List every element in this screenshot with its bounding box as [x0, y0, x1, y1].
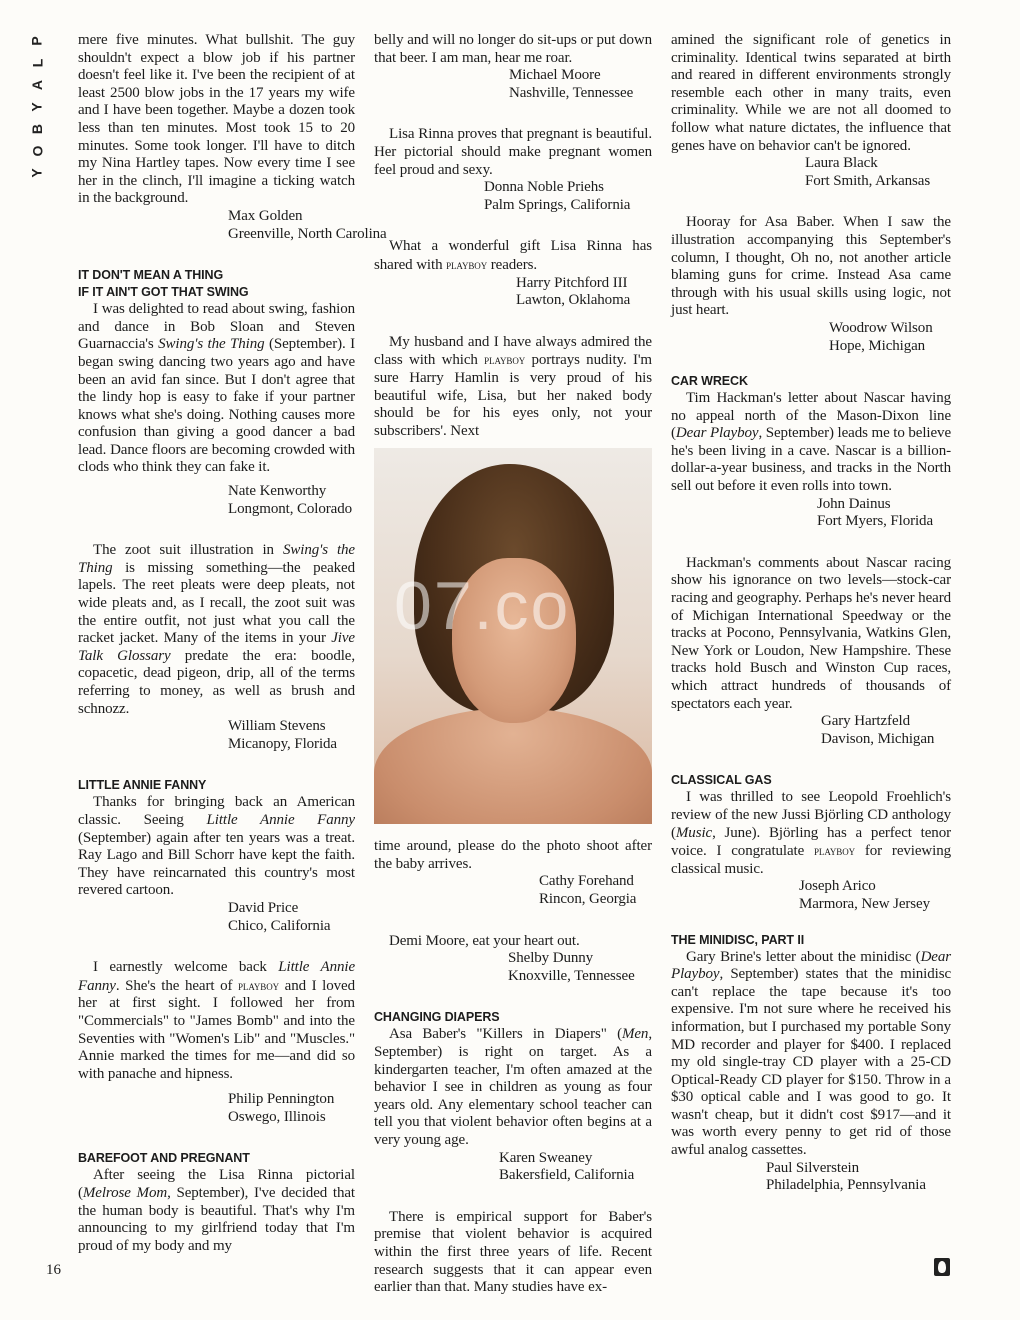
signature-name: Joseph Arico: [799, 878, 876, 895]
signature-name: Harry Pitchford III: [516, 274, 628, 291]
letter-body: Lisa Rinna proves that pregnant is beautiful. Her pictorial should make pregnant women feel proud and sexy.: [374, 126, 652, 178]
photo-watermark: 07.co: [394, 568, 571, 645]
letter-signature: [78, 207, 387, 243]
signature-name: Karen Sweaney: [499, 1149, 593, 1166]
magazine-name: playboy: [446, 256, 488, 272]
letter-signature: [78, 900, 355, 935]
letter-body: What a wonderful gift Lisa Rinna has shared with playboy readers.: [374, 238, 652, 273]
letter-signature: [374, 179, 652, 214]
letter-body: Demi Moore, eat your heart out.: [389, 932, 580, 949]
article-title: Music: [675, 824, 713, 841]
signature-name: Philip Pennington: [228, 1091, 335, 1108]
margin-letter: L: [29, 58, 45, 68]
letter-body: Gary Brine's letter about the minidisc (Dear Playboy, September) states that the minidisc can't replace the tape because it's too expensive. I'm not sure where he received his information, but I purchased my portable Sony MD recorder and player for $400. I replaced my old single-tray CD player with a 25-CD Optical-Ready CD player for $150. Throw in a $30 optical cable and I was good to go. It wasn't cheap, but it didn't cost $917—and it was worth every penny to get rid of those awful analog cassettes.: [671, 948, 951, 1159]
article-title: Little Annie Fanny: [78, 959, 356, 994]
letter-signature: [671, 1160, 951, 1195]
column-2: [374, 32, 652, 1297]
signature-city: Davison, Michigan: [821, 730, 935, 747]
letter-signature: [671, 713, 951, 748]
signature-name: John Dainus: [817, 495, 891, 512]
letter-body: I was thrilled to see Leopold Froehlich's review of the new Jussi Björling CD anthology (Music, June). Björling has a perfect tenor voice. I congratulate playboy for reviewing classical music.: [671, 789, 951, 877]
margin-letter: Y: [29, 168, 45, 178]
magazine-name: playboy: [238, 977, 279, 993]
letter-signature: [671, 496, 951, 531]
letter-body: time around, please do the photo shoot after the baby arrives.: [374, 838, 652, 872]
letter-body: Thanks for bringing back an American classic. Seeing Little Annie Fanny (September) again after ten years was a treat. Ray Lago and Bill Schorr have kept the faith. They have reincarnated this country's most revered cartoon.: [78, 794, 355, 899]
margin-letter: Y: [29, 102, 45, 112]
letter-body: Hooray for Asa Baber. When I saw the illustration accompanying this September's column, I thought, Oh no, not another article blaming guns for crime. Instead Asa came through with his usual skills using logic, not just heart.: [671, 214, 951, 319]
signature-city: Palm Springs, California: [484, 196, 631, 213]
signature-city: Bakersfield, California: [499, 1167, 635, 1184]
letter-signature: [78, 483, 355, 518]
signature-name: Max Golden: [228, 207, 303, 224]
letter-body: mere five minutes. What bullshit. The guy shouldn't expect a blow job if his partner doesn't feel like it. I've been the recipient of at least 2500 blow jobs in the 17 years my wife and I have been together. Maybe a dozen took less than ten minutes. Most took 15 to 20 minutes. Some took longer. I'll have to ditch my Nina Hartley tapes. Now every time I see her in the clinch, I'll imagine a ticking watch in the background.: [78, 32, 355, 207]
section-heading: CLASSICAL GAS: [671, 773, 772, 788]
signature-city: Hope, Michigan: [829, 337, 926, 354]
section-heading: CAR WRECK: [671, 374, 748, 389]
margin-letter: B: [29, 123, 45, 135]
letter-body: Asa Baber's "Killers in Diapers" (Men, September) is right on target. As a kindergarten teacher, I'm often amazed at the behavior I see in children as young as four years old. Any elementary school teacher can tell you that violent behavior often begins at a very young age.: [374, 1026, 652, 1148]
magazine-name: playboy: [814, 843, 856, 859]
letter-signature: [671, 155, 951, 190]
column-1: [78, 32, 387, 1255]
article-title: Jive Talk Glossary: [78, 630, 355, 664]
signature-city: Oswego, Illinois: [228, 1108, 326, 1125]
letter-body: belly and will no longer do sit-ups or put down that beer. I am man, hear me roar.: [374, 32, 652, 66]
article-title: Dear Playboy: [675, 425, 759, 442]
signature-city: Marmora, New Jersey: [799, 895, 930, 912]
signature-city: Lawton, Oklahoma: [516, 292, 631, 309]
signature-city: Rincon, Georgia: [539, 891, 637, 908]
signature-name: Gary Hartzfeld: [821, 713, 910, 730]
signature-city: Longmont, Colorado: [228, 500, 353, 517]
signature-name: Donna Noble Priehs: [484, 179, 604, 196]
section-heading: IT DON'T MEAN A THING: [78, 268, 224, 283]
letter-signature: [374, 873, 652, 908]
magazine-margin-mark: [22, 30, 52, 184]
signature-name: Michael Moore: [509, 67, 601, 84]
section-heading: THE MINIDISC, PART II: [671, 932, 805, 947]
letter-signature: [374, 67, 652, 102]
letter-body: I was delighted to read about swing, fashion and dance in Bob Sloan and Steven Guarnaccia's Swing's the Thing (September). I began swing dancing two years ago and have been an avid fan since. But I don't agree that the lindy hop is easy to fake if your partner knows what she's doing. Nothing causes more confusion than giving a good dancer a bad lead. Dance floors are becoming crowded with clods who think they can fake it.: [78, 301, 356, 476]
signature-name: William Stevens: [228, 718, 326, 735]
section-heading: IF IT AIN'T GOT THAT SWING: [78, 285, 249, 300]
signature-name: Shelby Dunny: [508, 950, 594, 967]
letter-signature: [374, 275, 652, 310]
letter-body: There is empirical support for Baber's premise that violent behavior is acquired within the first three years of life. Recent research suggests that it can appear even earlier than that. Many studies have ex-: [374, 1208, 652, 1296]
letter-body: I earnestly welcome back Little Annie Fanny. She's the heart of playboy and I loved her at first sight. I followed her from "Commercials" to "James Bomb" and into the Seventies with "Women's Lib" and "Muscles." Annie marked the times for me—and did so with panache and hipness.: [78, 959, 356, 1082]
rabbit-logo-icon: [934, 1258, 950, 1276]
article-title: Dear Playboy: [671, 948, 951, 983]
signature-city: Greenville, North Carolina: [228, 225, 387, 242]
article-title: Little Annie Fanny: [206, 811, 355, 828]
pictorial-photo: [374, 448, 652, 824]
signature-name: Laura Black: [805, 155, 878, 172]
column-3: [671, 32, 951, 1219]
signature-city: Micanopy, Florida: [228, 735, 337, 752]
letter-signature: [671, 320, 951, 355]
letter-signature: [374, 950, 652, 985]
letter-body: After seeing the Lisa Rinna pictorial (Melrose Mom, September), I've decided that the human body is beautiful. That's why I'm announcing to my girlfriend today that I'm proud of my body and my: [78, 1167, 355, 1254]
magazine-name: playboy: [484, 352, 526, 368]
photo-shoulders-shape: [374, 708, 652, 824]
margin-letter: A: [29, 79, 45, 91]
letter-body: The zoot suit illustration in Swing's the Thing is missing something—the peaked lapels. The reet pleats were deep pleats, not wide pleats and, as I recall, the zoot suit was the entire outfit, not just what you call the racket jacket. Many of the items in your Jive Talk Glossary predate the era: boodle, copacetic, dead pigeon, drip, all of the terms referring to money, as well as brush and schnozz.: [78, 542, 355, 717]
letter-body: Tim Hackman's letter about Nascar having no appeal north of the Mason-Dixon line (Dear Playboy, September) leads me to believe he's been living in a cave. Nascar is a billion-dollar-a-year business, and tracks in the North sell out before it even rolls into town.: [671, 390, 951, 495]
section-heading: BAREFOOT AND PREGNANT: [78, 1151, 250, 1166]
margin-letter: P: [29, 36, 45, 46]
article-title: Men: [621, 1026, 649, 1043]
letter-signature: [78, 1091, 355, 1126]
section-heading: LITTLE ANNIE FANNY: [78, 778, 207, 793]
signature-city: Philadelphia, Pennsylvania: [766, 1177, 926, 1194]
signature-city: Fort Smith, Arkansas: [805, 172, 931, 189]
signature-name: Cathy Forehand: [539, 873, 634, 890]
letter-body: My husband and I have always admired the class with which playboy portrays nudity. I'm sure Harry Hamlin is very proud of his beautiful wife, Lisa, but her naked body should be for his eyes only, not your subscribers'. Next: [374, 333, 653, 439]
section-heading: CHANGING DIAPERS: [374, 1010, 500, 1025]
letter-signature: [671, 878, 951, 913]
letter-body: Hackman's comments about Nascar racing show his ignorance on two levels—stock-car racing and geography. Perhaps he's never heard of Michigan International Speedway or the tracks at Pocono, Pennsylvania, Watkins Glen, New York or Loudon, New Hampshire. These tracks hold Busch and Winston Cup races, which attract hundreds of thousands of spectators each year.: [671, 554, 951, 712]
letter-body: amined the significant role of genetics in criminality. Identical twins separated at birth and reared in different environments strongly resemble each other in many traits, even criminality. While we are not all doomed to follow what nature dictates, the influence that genes have on behavior can't be ignored.: [671, 32, 951, 154]
signature-name: Nate Kenworthy: [228, 483, 327, 500]
article-title: Swing's the Thing: [78, 542, 355, 576]
letter-signature: [374, 1150, 652, 1185]
signature-city: Nashville, Tennessee: [509, 84, 634, 101]
signature-city: Fort Myers, Florida: [817, 513, 934, 530]
signature-city: Knoxville, Tennessee: [508, 967, 635, 984]
margin-letter: O: [28, 145, 45, 157]
signature-name: Paul Silverstein: [766, 1159, 859, 1176]
article-title: Melrose Mom: [82, 1185, 168, 1202]
signature-name: David Price: [228, 899, 299, 916]
signature-city: Chico, California: [228, 917, 331, 934]
page-number: 16: [46, 1262, 61, 1278]
signature-name: Woodrow Wilson: [829, 319, 933, 336]
article-title: Swing's the Thing: [158, 336, 265, 353]
letter-signature: [78, 718, 355, 753]
